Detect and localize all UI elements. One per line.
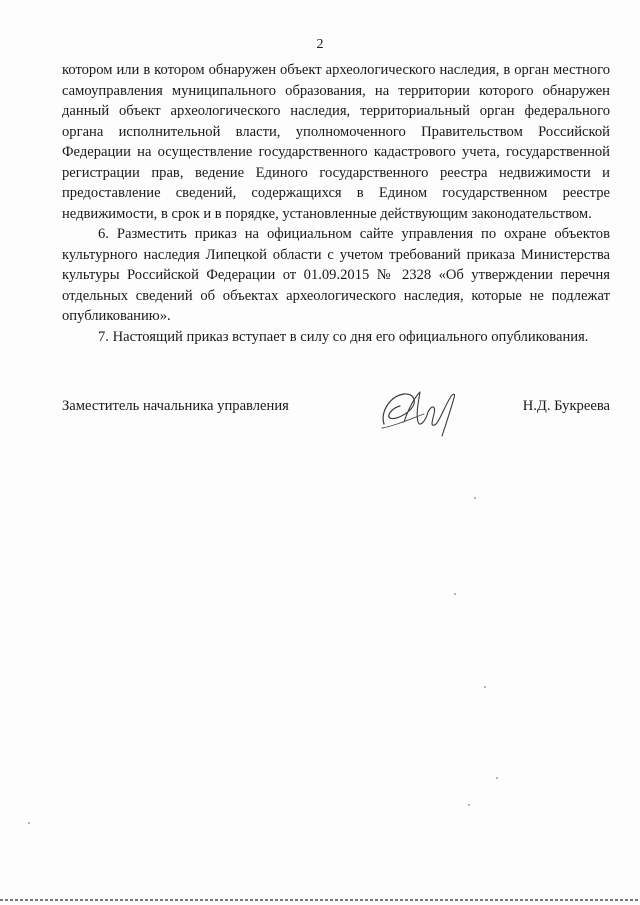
scan-speck — [484, 686, 486, 688]
handwritten-signature-icon — [374, 384, 464, 442]
paragraph-continuation: котором или в котором обнаружен объект археологического наследия, в орган местного самоуправления муниципального образования, на территории которого обнаружен данный объект археологического наследия, территориальный орган федерального органа исполнительной власти, уполномоченного Правительством Российской Федерации на осуществление государственного кадастрового учета, государственной регистрации прав, ведение Единого государственного реестра недвижимости и предоставление сведений, содержащихся в Едином государственном реестре недвижимости, в срок и в порядке, установленные действующим законодательством. — [62, 62, 610, 222]
signer-name: Н.Д. Букреева — [522, 398, 610, 414]
paragraph-item-7: 7. Настоящий приказ вступает в силу со дня его официального опубликования. — [98, 328, 589, 345]
scan-edge-line — [0, 899, 640, 901]
document-body — [62, 60, 610, 347]
scan-speck — [496, 777, 498, 779]
scan-speck — [28, 822, 30, 824]
scan-speck — [474, 497, 476, 499]
paragraph-item-6: 6. Разместить приказ на официальном сайте управления по охране объектов культурного наследия Липецкой области с учетом требований приказа Министерства культуры Российской Федерации от 01.09.2015 № 2328 «Об утверждении перечня отдельных сведений об объектах археологического наследия, которые не подлежат опубликованию». — [62, 226, 610, 324]
scan-speck — [468, 804, 470, 806]
signer-title: Заместитель начальника управления — [62, 398, 289, 414]
scan-speck — [454, 593, 456, 595]
signature-block — [62, 398, 610, 458]
page-number: 2 — [316, 37, 324, 52]
